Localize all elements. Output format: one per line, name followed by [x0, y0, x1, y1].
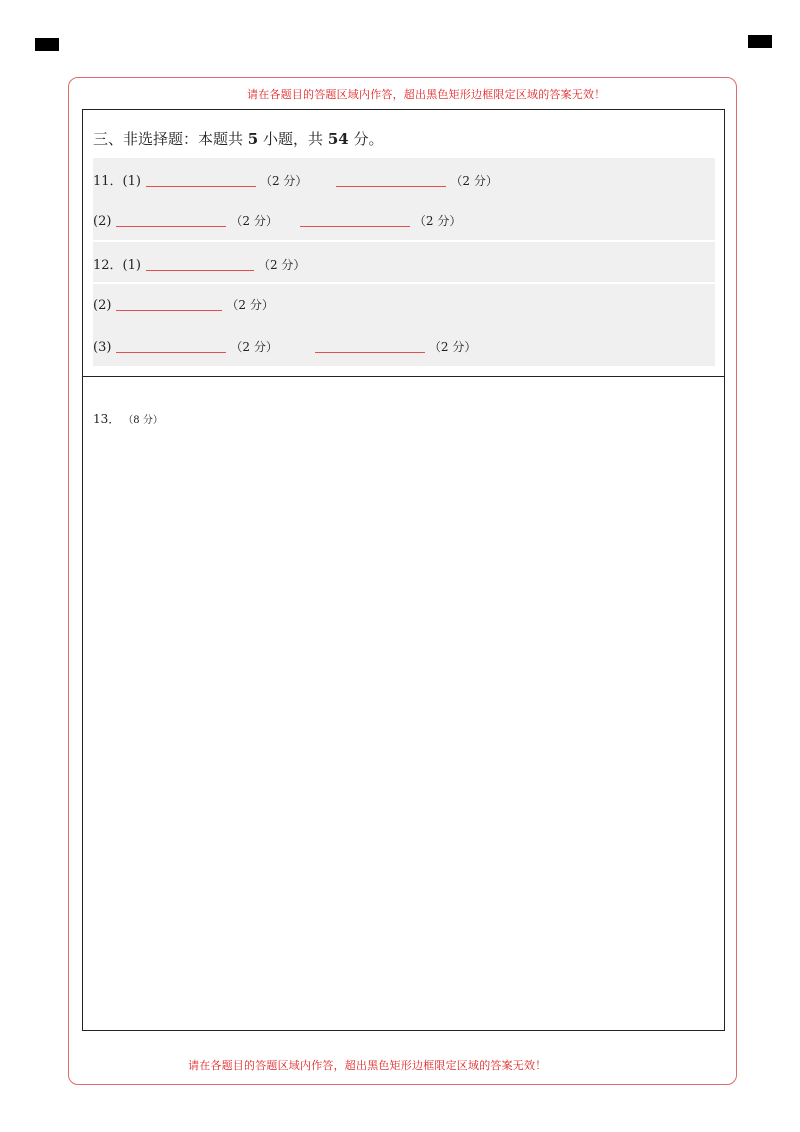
q12-row-2	[93, 296, 274, 313]
q12-2-blank[interactable]	[116, 296, 222, 311]
q11-1-blank-b[interactable]	[336, 172, 446, 187]
total-points: 54	[327, 130, 349, 148]
q13-number: 13．	[93, 412, 121, 426]
q13-score: （8 分）	[128, 415, 163, 426]
alignment-marker-left	[35, 38, 59, 51]
q12-3-score-b: （2 分）	[428, 340, 477, 354]
q12-3-blank-b[interactable]	[315, 338, 425, 353]
notice-top: 请在各题目的答题区域内作答，超出黑色矩形边框限定区域的答案无效！	[247, 88, 606, 101]
q12-1-blank[interactable]	[146, 256, 254, 271]
q11-2-blank-a[interactable]	[116, 212, 226, 227]
q11-2-score-a: （2 分）	[230, 214, 278, 228]
q11-row-2	[93, 212, 461, 229]
q11-part-2: (2)	[93, 214, 112, 229]
q11-2-score-b: （2 分）	[413, 214, 462, 228]
alignment-marker-right	[748, 35, 772, 48]
notice-bottom: 请在各题目的答题区域内作答，超出黑色矩形边框限定区域的答案无效！	[188, 1059, 547, 1072]
q12-2-score: （2 分）	[226, 298, 274, 312]
q12-3-score-a: （2 分）	[230, 340, 278, 354]
q11-1-blank-a[interactable]	[146, 172, 256, 187]
q12-1-score: （2 分）	[257, 258, 306, 272]
q12-part-2: (2)	[93, 298, 112, 313]
q11-1-score-a: （2 分）	[259, 174, 308, 188]
q11-number: 11．(1)	[93, 174, 141, 189]
section-title-middle: 小题，共	[263, 130, 324, 148]
q12-3-blank-a[interactable]	[116, 338, 226, 353]
q12-row-3	[93, 338, 476, 355]
section-title-prefix: 三、非选择题：本题共	[93, 130, 244, 148]
section-divider	[82, 376, 725, 377]
q12-row-1	[93, 254, 305, 273]
q12-number: 12．(1)	[93, 258, 141, 273]
section-title-suffix: 分。	[353, 130, 384, 148]
question-count: 5	[247, 130, 259, 148]
q13-header	[93, 410, 163, 427]
q11-2-blank-b[interactable]	[300, 212, 410, 227]
q12-part-3: (3)	[93, 340, 112, 355]
q11-row-1	[93, 170, 498, 189]
section-title	[93, 128, 383, 149]
q11-1-score-b: （2 分）	[450, 174, 498, 188]
